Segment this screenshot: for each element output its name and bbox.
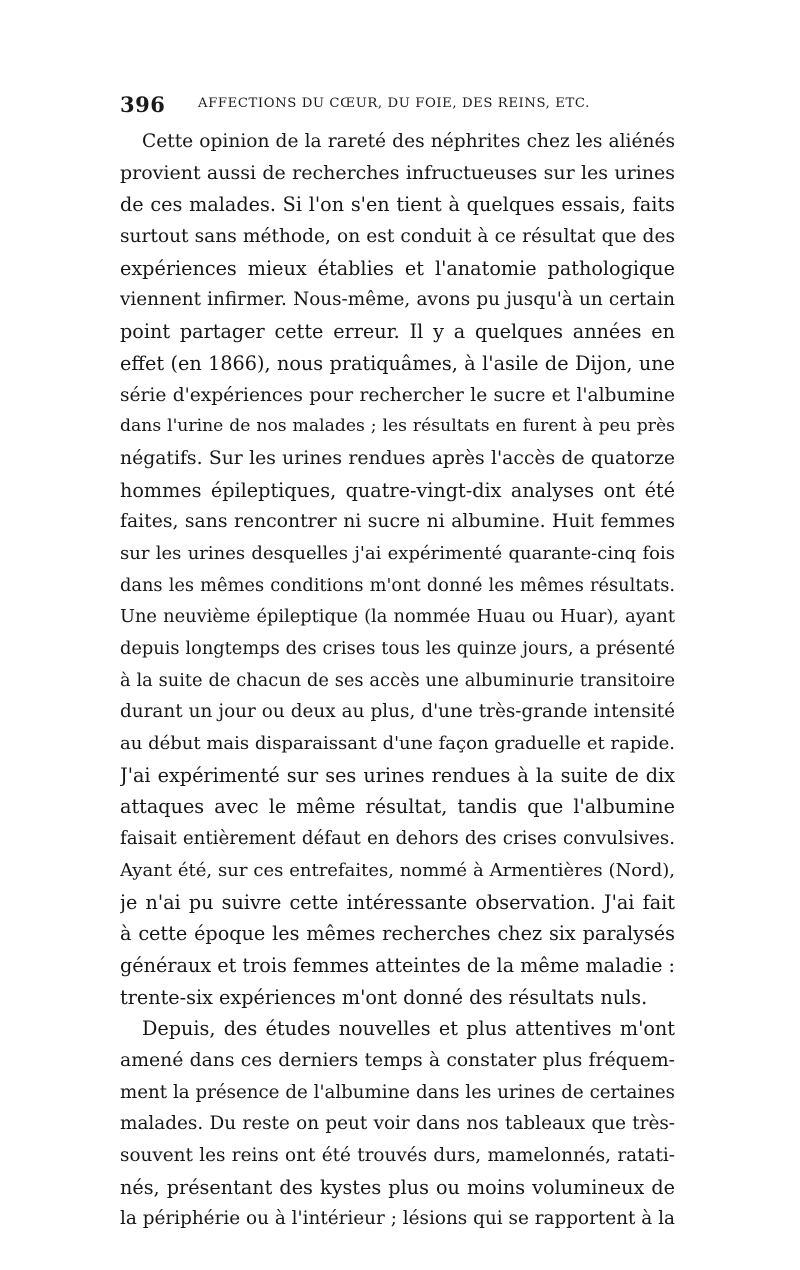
text-line: durant un jour ou deux au plus, d'une très-grande intensité <box>120 701 675 723</box>
text-line: je n'ai pu suivre cette intéressante observation. J'ai fait <box>120 890 675 914</box>
text-line: série d'expériences pour rechercher le sucre et l'albumine <box>120 384 675 406</box>
text-line: à cette époque les mêmes recherches chez six paralysés <box>120 922 675 946</box>
text-line: ment la présence de l'albumine dans les urines de certaines <box>120 1081 675 1103</box>
text-line: négatifs. Sur les urines rendues après l'accès de quatorze <box>120 447 675 469</box>
text-line: faites, sans rencontrer ni sucre ni albumine. Huit femmes <box>120 511 675 533</box>
text-line: faisait entièrement défaut en dehors des crises convulsives. <box>120 828 675 850</box>
text-line: viennent infirmer. Nous-même, avons pu jusqu'à un certain <box>120 289 675 311</box>
text-line: depuis longtemps des crises tous les quinze jours, a présenté <box>120 638 675 659</box>
text-line: hommes épileptiques, quatre-vingt-dix analyses ont été <box>120 478 675 502</box>
text-line: Cette opinion de la rareté des néphrites chez les aliénés <box>142 131 675 152</box>
text-line: généraux et trois femmes atteintes de la même maladie : <box>120 953 675 977</box>
text-line: attaques avec le même résultat, tandis que l'albumine <box>120 795 675 819</box>
text-line: au début mais disparaissant d'une façon graduelle et rapide. <box>120 733 675 755</box>
text-line: Ayant été, sur ces entrefaites, nommé à Armentières (Nord), <box>120 859 675 881</box>
text-line: trente-six expériences m'ont donné des résultats nuls. <box>120 985 648 1009</box>
text-line: expériences mieux établies et l'anatomie pathologique <box>120 256 675 280</box>
text-line: malades. Du reste on peut voir dans nos tableaux que très- <box>120 1113 675 1135</box>
page-number: 396 <box>120 92 166 117</box>
text-line: nés, présentant des kystes plus ou moins volumineux de <box>120 1175 675 1199</box>
page-header <box>120 92 675 122</box>
text-line: point partager cette erreur. Il y a quelques années en <box>120 320 675 344</box>
text-line: la périphérie ou à l'intérieur ; lésions qui se rapportent à la <box>120 1208 675 1230</box>
text-line: provient aussi de recherches infructueuses sur les urines <box>120 161 675 184</box>
text-line: J'ai expérimenté sur ses urines rendues à la suite de dix <box>120 763 675 787</box>
running-title: AFFECTIONS DU CŒUR, DU FOIE, DES REINS, ETC. <box>198 96 590 111</box>
text-line: souvent les reins ont été trouvés durs, mamelonnés, ratati- <box>120 1145 675 1166</box>
text-line: Une neuvième épileptique (la nommée Huau ou Huar), ayant <box>120 606 675 628</box>
text-line: Depuis, des études nouvelles et plus attentives m'ont <box>142 1017 675 1041</box>
text-line: dans les mêmes conditions m'ont donné les mêmes résultats. <box>120 574 675 596</box>
text-line: amené dans ces derniers temps à constater plus fréquem- <box>120 1049 675 1071</box>
text-line: sur les urines desquelles j'ai expérimenté quarante-cinq fois <box>120 542 675 564</box>
text-line: surtout sans méthode, on est conduit à ce résultat que des <box>120 226 675 248</box>
text-line: effet (en 1866), nous pratiquâmes, à l'asile de Dijon, une <box>120 351 675 375</box>
text-line: de ces malades. Si l'on s'en tient à quelques essais, faits <box>120 193 675 217</box>
text-line: dans l'urine de nos malades ; les résultats en furent à peu près <box>120 416 675 437</box>
text-line: à la suite de chacun de ses accès une albuminurie transitoire <box>120 669 675 691</box>
body-text <box>120 126 675 1235</box>
